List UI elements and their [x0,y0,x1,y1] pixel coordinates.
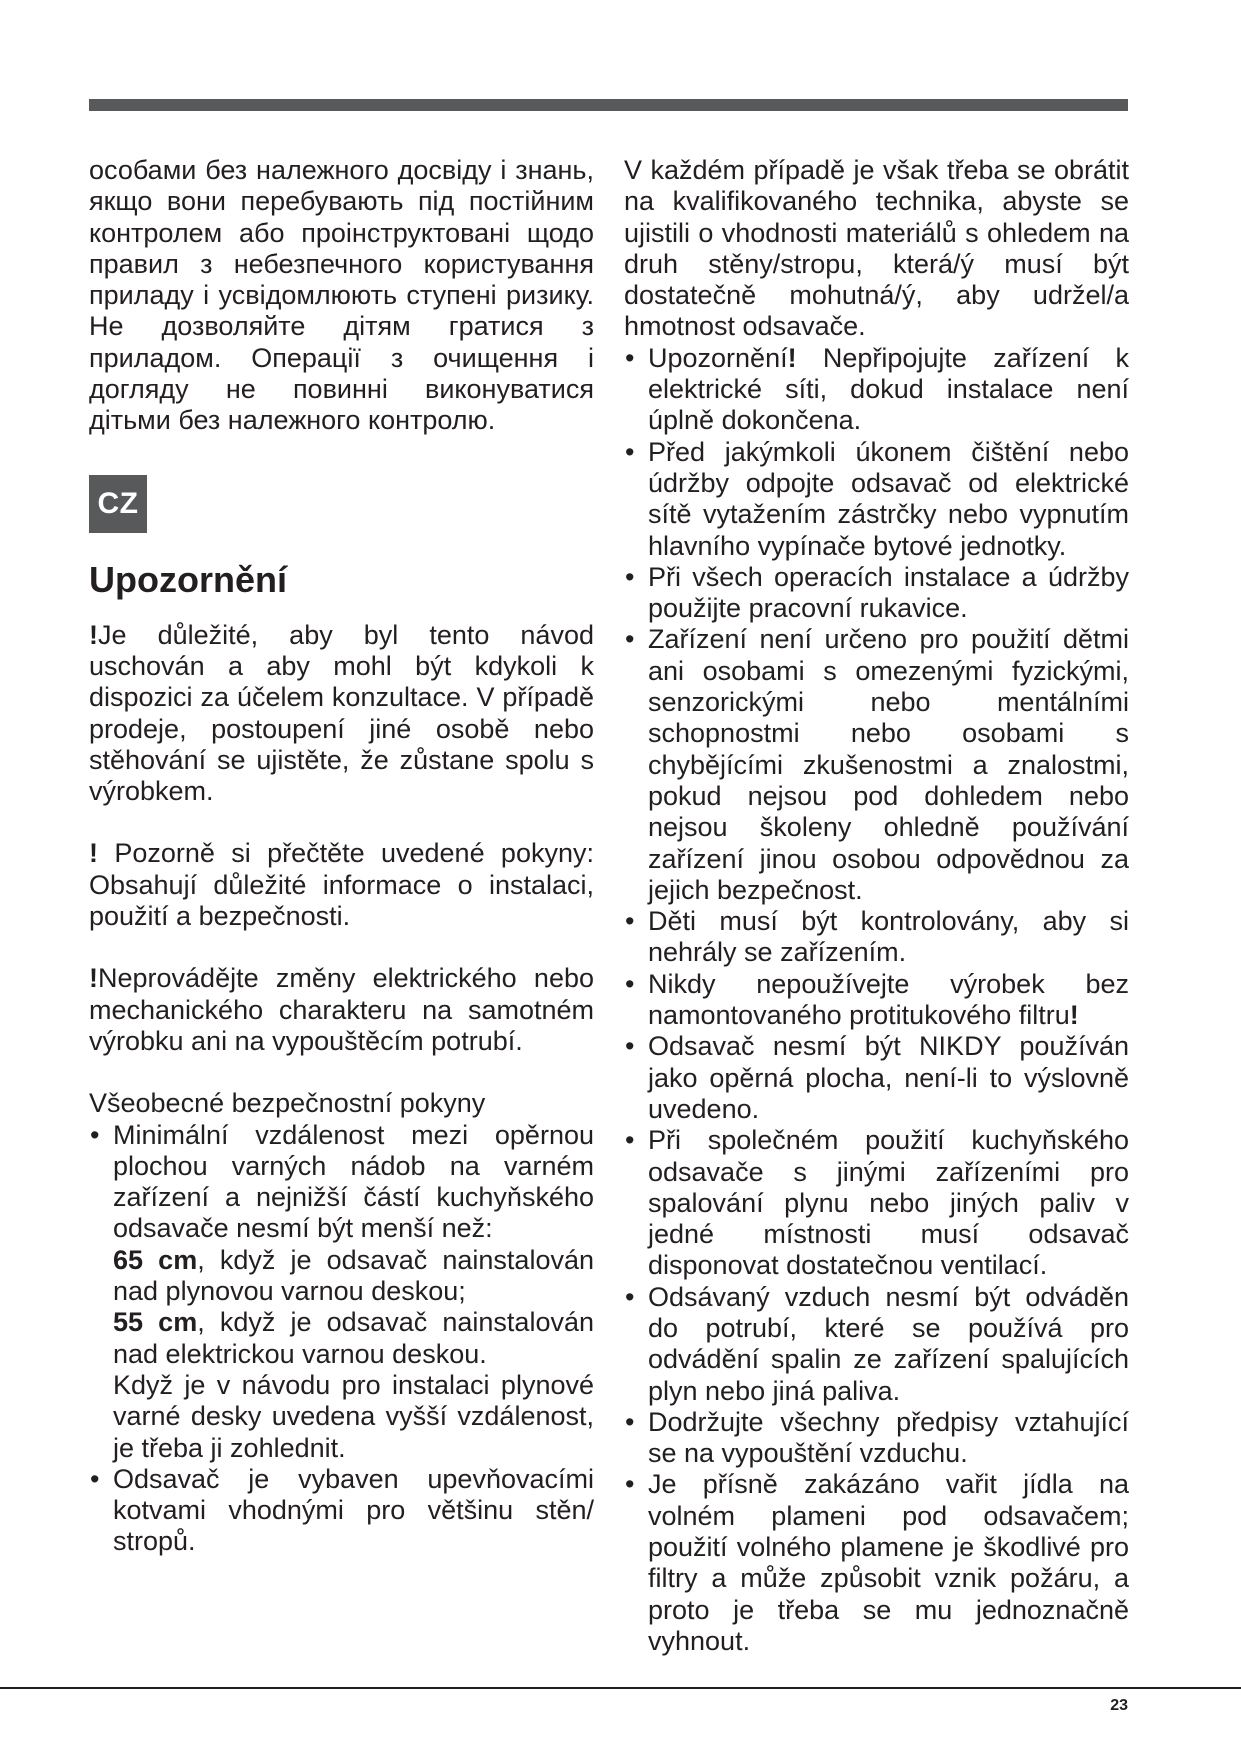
ukrainian-intro: особами без належного досвіду і знань, якщо вони перебувають під постійним контролем або проінструктовані щодо правил з небезпечного користування приладу і усвідомлюють ступені ризику. Не дозволяйте дітям гратися з приладом. Операції з очищення і догляду не повинні виконуватися дітьми без належного контролю. [89,155,594,436]
list-item: • Odsávaný vzduch nesmí být odváděn do potrubí, které se používá pro odvádění spalin ze zařízení spalujících plyn nebo jiná paliva. [624,1282,1129,1407]
language-badge-cz: CZ [89,475,147,533]
exclamation-icon: ! [787,342,797,373]
list-item: • Zařízení není určeno pro použití dětmi ani osobami s omezenými fyzickými, senzorickými nebo mentálními schopnostmi nebo osobami s chybějícími zkušenostmi a znalostmi, pokud nejsou pod dohledem nebo nejsou školeny ohledně používání zařízení jinou osobou odpovědnou za jejich bezpečnost. [624,624,1129,906]
warning-paragraph-keep-manual: !Je důležité, aby byl tento návod uschován a aby mohl být kdykoli k dispozici za účelem konzultace. V případě prodeje, postoupení jiné osobě nebo stěhování se ujistěte, že zůstane spolu s výrobkem. [89,619,594,807]
safety-list-continued [624,343,1129,1657]
exclamation-icon: ! [89,619,98,650]
list-item: • Upozornění! Nepřipojujte zařízení k elektrické síti, dokud instalace není úplně dokončena. [624,343,1129,437]
general-safety-list [89,1120,594,1558]
list-item: • Dodržujte všechny předpisy vztahující se na vypouštění vzduchu. [624,1407,1129,1470]
page-number: 23 [1110,1697,1128,1714]
list-item: • Nikdy nepoužívejte výrobek bez namontovaného protitukového filtru! [624,969,1129,1032]
list-item: • Při všech operacích instalace a údržby použijte pracovní rukavice. [624,562,1129,625]
exclamation-icon: ! [89,963,98,994]
exclamation-icon: ! [89,838,98,869]
section-heading: Upozornění [89,558,287,600]
header-rule [89,99,1128,111]
continuation-paragraph: V každém případě je však třeba se obrátit na kvalifikovaného technika, abyste se ujistili o vhodnosti materiálů s ohledem na druh stěny/stropu, která/ý musí být dostatečně mohutná/ý, aby udržel/a hmotnost odsavače. [624,155,1129,342]
list-item: • Minimální vzdálenost mezi opěrnou plochou varných nádob na varném zařízení a nejnižší částí kuchyňského odsavače nesmí být menší než: 65 cm, když je odsavač nainstalován nad plynovou varnou deskou; 55 cm, když je odsavač nainstalován nad elektrickou varnou deskou. Když je v návodu pro instalaci plynové varné desky uvedena vyšší vzdálenost, je třeba ji zohlednit. [89,1120,594,1464]
footer-rule [0,1687,1241,1689]
list-item: • Odsavač nesmí být NIKDY používán jako opěrná plocha, není-li to výslovně uvedeno. [624,1031,1129,1125]
left-column [89,155,594,1558]
general-safety-title: Všeobecné bezpečnostní pokyny [89,1088,486,1119]
list-item: • Odsavač je vybaven upevňovacími kotvami vhodnými pro většinu stěn/ stropů. [89,1464,594,1558]
distance-electric: 55 cm, když je odsavač nainstalován nad elektrickou varnou deskou. [113,1307,594,1369]
warning-paragraph-no-modifications: !Neprovádějte změny elektrického nebo mechanického charakteru na samotném výrobku ani na vypouštěcím potrubí. [89,963,594,1056]
warning-paragraph-read-instructions: ! Pozorně si přečtěte uvedené pokyny: Obsahují důležité informace o instalaci, použití a bezpečnosti. [89,838,594,932]
distance-gas: 65 cm, když je odsavač nainstalován nad plynovou varnou deskou; [113,1244,594,1307]
list-item: • Před jakýmkoli úkonem čištění nebo údržby odpojte odsavač od elektrické sítě vytažením zástrčky nebo vypnutím hlavního vypínače bytové jednotky. [624,437,1129,562]
list-item: • Je přísně zakázáno vařit jídla na volném plameni pod odsavačem; použití volného plamene je škodlivé pro filtry a může způsobit vznik požáru, a proto je třeba se mu jednoznačně vyhnout. [624,1469,1129,1657]
distance-note: Když je v návodu pro instalaci plynové varné desky uvedena vyšší vzdálenost, je třeba ji zohlednit. [113,1369,594,1463]
list-item: • Při společném použití kuchyňského odsavače s jinými zařízeními pro spalování plynu nebo jiných paliv v jedné místnosti musí odsavač disponovat dostatečnou ventilací. [624,1125,1129,1281]
exclamation-icon: ! [1069,1000,1079,1031]
right-column [624,155,1129,1657]
list-item: • Děti musí být kontrolovány, aby si nehrály se zařízením. [624,906,1129,969]
